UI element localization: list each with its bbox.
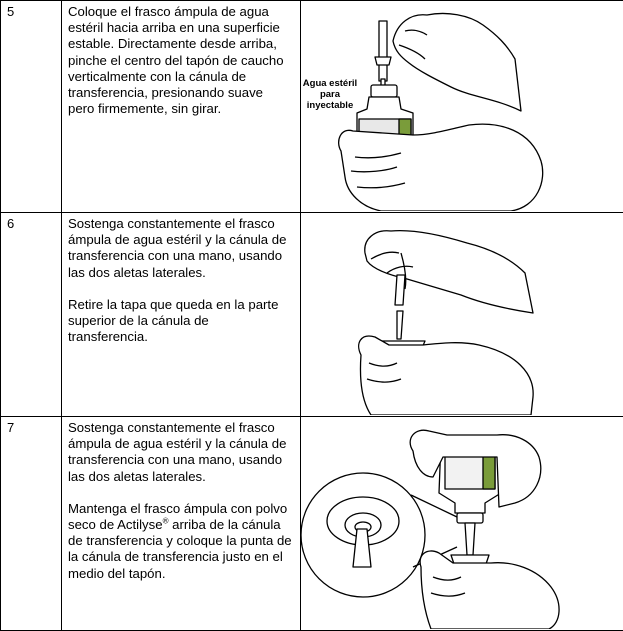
step-text-cell xyxy=(62,1,301,213)
step-row-5 xyxy=(1,1,623,213)
step-number: 6 xyxy=(1,213,62,417)
step-paragraph: Sostenga constantemente el frasco ámpula de agua estéril y la cánula de transferencia con una mano, usando las dos aletas laterales. xyxy=(68,420,292,485)
step-row-6 xyxy=(1,213,623,417)
step-7-illustration xyxy=(301,417,623,631)
lower-hand xyxy=(359,336,533,415)
illustration-pierce-vial xyxy=(301,1,623,211)
cannula-spike xyxy=(397,311,403,339)
step-number: 7 xyxy=(1,417,62,631)
step-text-cell xyxy=(62,213,301,417)
step-number: 5 xyxy=(1,1,62,213)
step-paragraph-actilyse: Mantenga el frasco ámpula con polvo seco de Actilyse® arriba de la cánula de transferencia y coloque la punta de la cánula de transferencia justo en el medio del tapón. xyxy=(68,501,292,582)
step-paragraph: Sostenga constantemente el frasco ámpula de agua estéril y la cánula de transferencia con una mano, usando las dos aletas laterales. xyxy=(68,216,292,281)
cannula-cap xyxy=(395,275,405,305)
step-text-cell xyxy=(62,417,301,631)
upper-hand xyxy=(365,231,533,313)
vial-caption-line1: Agua estéril xyxy=(303,78,357,89)
lower-hand xyxy=(420,551,559,629)
step-5-illustration xyxy=(301,1,623,213)
vial-cap xyxy=(371,85,397,97)
vial-caption-line3: inyectable xyxy=(307,100,353,111)
illustration-remove-cap xyxy=(301,213,623,415)
step-row-7 xyxy=(1,417,623,631)
step-6-illustration xyxy=(301,213,623,417)
transfer-cannula xyxy=(379,21,387,81)
transfer-cannula xyxy=(465,523,475,555)
illustration-invert-vial xyxy=(301,417,623,629)
vial-stopper xyxy=(457,513,483,523)
step-paragraph: Retire la tapa que queda en la parte superior de la cánula de transferencia. xyxy=(68,297,292,346)
upper-hand xyxy=(393,13,521,111)
lower-hand xyxy=(339,124,543,211)
step-paragraph: Coloque el frasco ámpula de agua estéril hacia arriba en una superficie estable. Directamente desde arriba, pinche el centro del tapón de caucho verticalmente con la cánula de transferencia, presionando suave pero firmemente, sin girar. xyxy=(68,4,292,117)
vial-caption-line2: para xyxy=(320,89,341,100)
